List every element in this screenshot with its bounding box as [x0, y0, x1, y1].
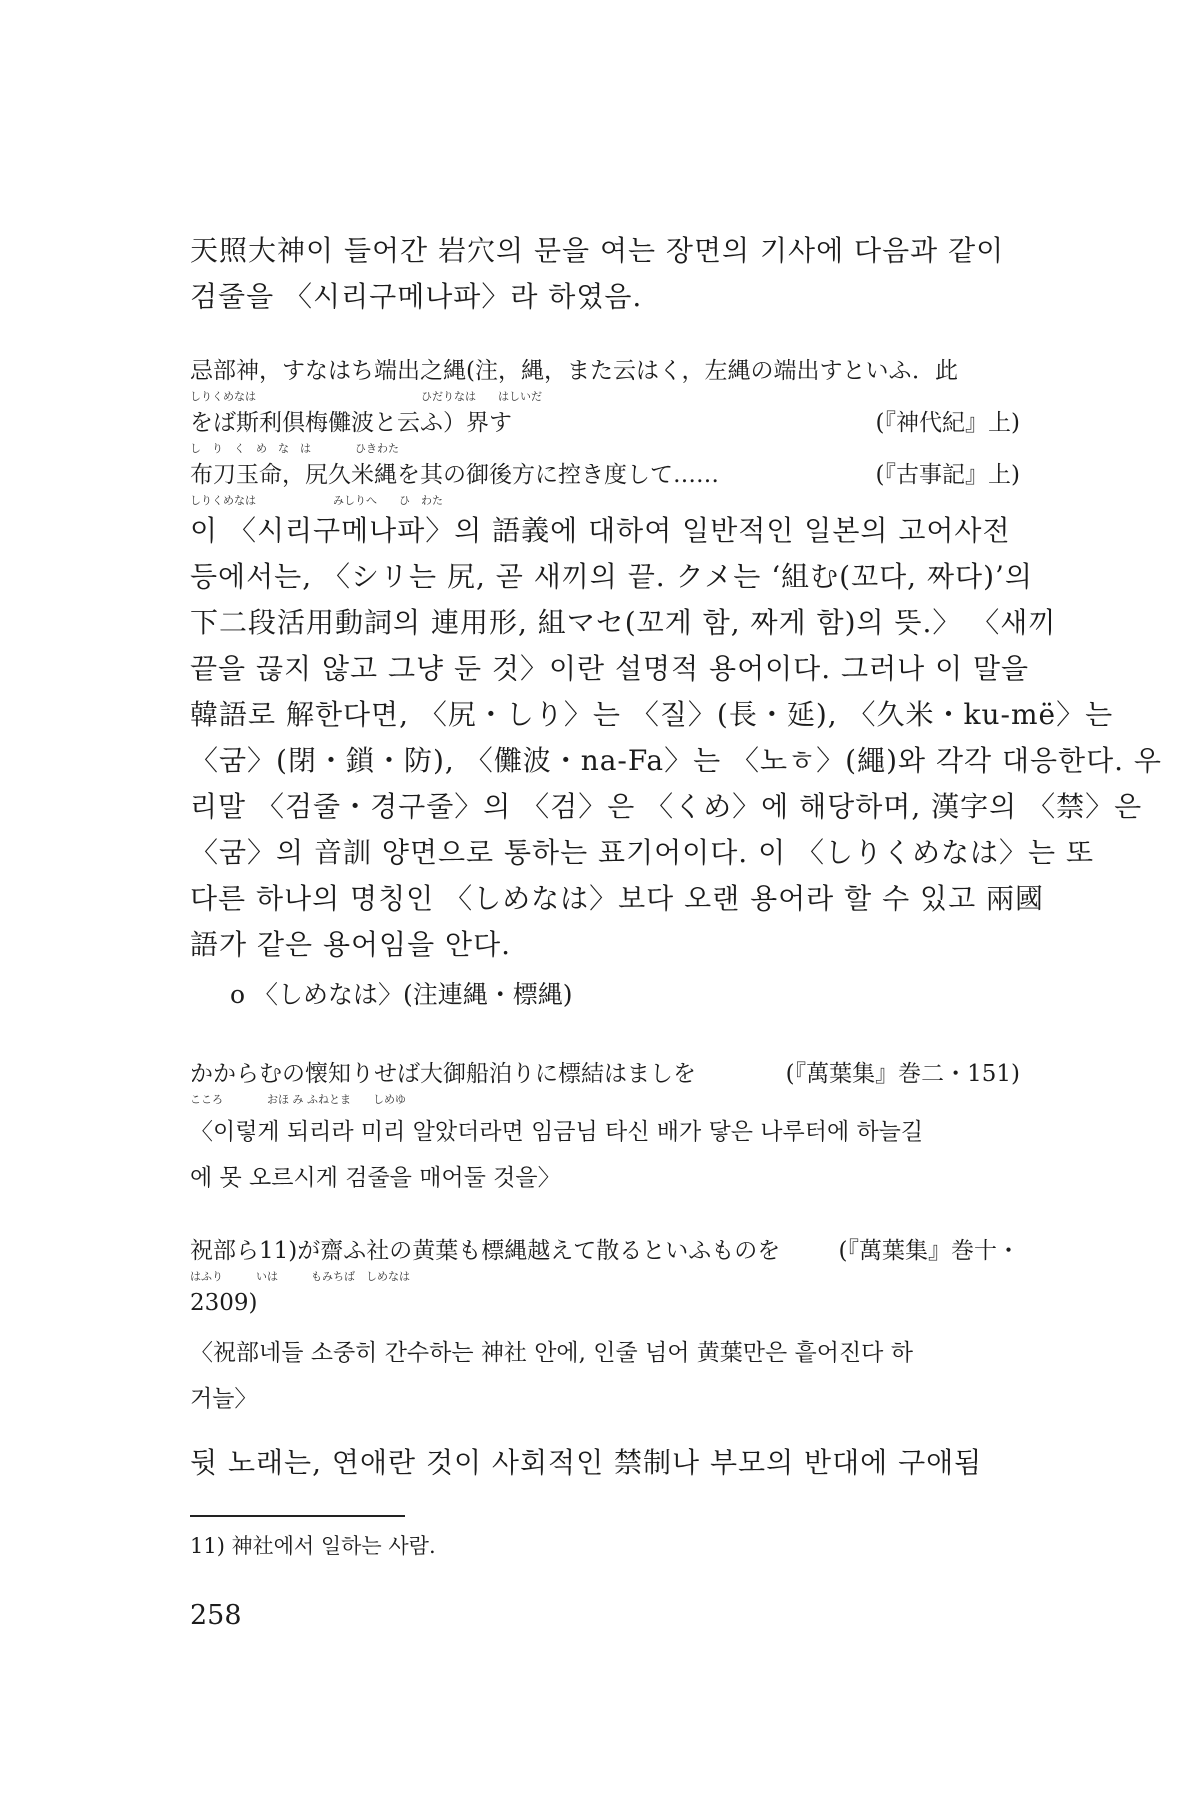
poem-text: 祝部ら11)が齋ふ社の黄葉も標縄越えて散るといふものを [190, 1238, 781, 1264]
furigana-line: し り く め な は ひきわた [190, 442, 399, 455]
text-line: 검줄을 〈시리구메나파〉라 하였음. [190, 280, 643, 313]
paragraph-etymology [190, 508, 1162, 968]
paragraph-commentary [190, 1440, 1020, 1486]
translation-line: 거늘〉 [190, 1386, 258, 1412]
page-number: 258 [190, 1600, 242, 1631]
section-bullet: o 〈しめなは〉(注連縄・標縄) [230, 980, 573, 1009]
text-line: 다른 하나의 명칭인 〈しめなは〉보다 오랜 용어라 할 수 있고 兩國 [190, 882, 1045, 915]
poem-source: (『萬葉集』巻二・151) [785, 1061, 1020, 1087]
translation-line: 〈이렇게 되리라 미리 알았더라면 임금님 타신 배가 닿은 나루터에 하늘길 [190, 1119, 924, 1145]
text-line: 天照大神이 들어간 岩穴의 문을 여는 장면의 기사에 다음과 같이 [190, 234, 1005, 267]
poem-line [190, 1055, 1020, 1093]
text-line: 韓語로 解한다면, 〈尻・しり〉는 〈질〉(長・延), 〈久米・ku-më〉는 [190, 698, 1114, 731]
footnote-divider [190, 1515, 405, 1517]
poem-line [190, 1232, 1020, 1270]
furigana-line: こころ おほ み ふねとま しめゆ [190, 1093, 406, 1106]
text-line: 이 〈시리구메나파〉의 語義에 대하여 일반적인 일본의 고어사전 [190, 514, 1011, 547]
text-line: 뒷 노래는, 연애란 것이 사회적인 禁制나 부모의 반대에 구애됨 [190, 1446, 983, 1479]
poem-text: かからむの懐知りせば大御船泊りに標結はましを [190, 1061, 696, 1087]
quote-text: をば斯利倶梅儺波と云ふ）界す [190, 410, 512, 436]
translation-line: 에 못 오르시게 검줄을 매어둘 것을〉 [190, 1165, 561, 1191]
text-line: 下二段活用動詞의 連用形, 組マセ(꼬게 함, 짜게 함)의 뜻.〉 〈새끼 [190, 606, 1057, 639]
quote-text: 布刀玉命，尻久米縄を其の御後方に控き度して…… [190, 462, 719, 488]
poem-block [190, 1232, 1020, 1418]
text-line: 〈굼〉(閉・鎖・防), 〈儺波・na-Fa〉는 〈노ㅎ〉(繩)와 각각 대응한다. 우 [190, 744, 1162, 777]
furigana-line: しりくめなは みしりへ ひ わた [190, 494, 443, 507]
quote-line: 忌部神，すなはち端出之縄(注，縄，また云はく，左縄の端出すといふ．此 [190, 358, 958, 384]
text-line: 끝을 끊지 않고 그냥 둔 것〉이란 설명적 용어이다. 그러나 이 말을 [190, 652, 1030, 685]
quote-line [190, 404, 1020, 442]
furigana-line: しりくめなは ひだりなは はしいだ [190, 390, 542, 403]
furigana-line: はふり いは もみちば しめなは [190, 1270, 410, 1283]
text-line: 리말 〈검줄・경구줄〉의 〈검〉은 〈くめ〉에 해당하며, 漢字의 〈禁〉은 [190, 790, 1143, 823]
quote-source: (『古事記』上) [875, 462, 1020, 488]
text-line: 등에서는, 〈シリ는 尻, 곧 새끼의 끝. クメ는 ‘組む(꼬다, 짜다)’의 [190, 560, 1033, 593]
text-line: 〈굼〉의 音訓 양면으로 통하는 표기어이다. 이 〈しりくめなは〉는 또 [190, 836, 1095, 869]
poem-source: (『萬葉集』巻十・ [838, 1238, 1020, 1264]
paragraph-intro [190, 228, 1020, 320]
translation-line: 〈祝部네들 소중히 간수하는 神社 안에, 인줄 넘어 黄葉만은 흩어진다 하 [190, 1340, 913, 1366]
poem-block [190, 1055, 1020, 1197]
text-line: 語가 같은 용어임을 안다. [190, 928, 512, 961]
quotation-block [190, 352, 1020, 508]
quote-source: (『神代紀』上) [875, 410, 1020, 436]
footnote: 11) 神社에서 일하는 사람. [190, 1534, 436, 1558]
quote-line [190, 456, 1020, 494]
poem-line-continued: 2309) [190, 1290, 258, 1316]
